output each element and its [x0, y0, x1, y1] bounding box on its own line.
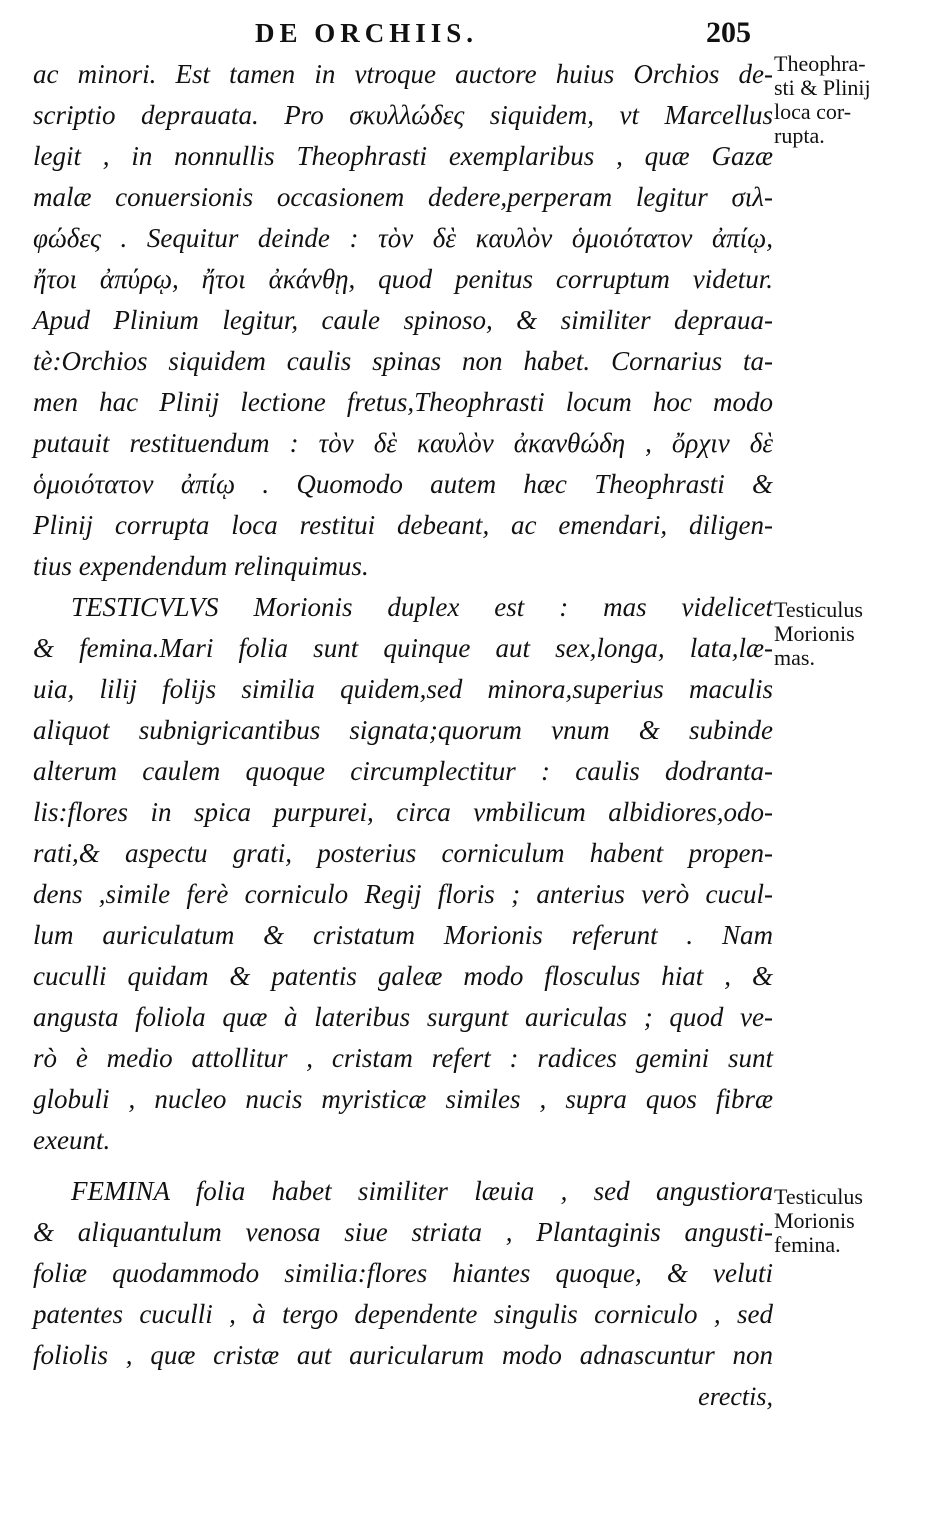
text-line: alterum caulem quoque circumplectitur : caulis dodranta- [33, 756, 773, 786]
running-title: DE ORCHIIS. [255, 18, 479, 48]
text-line: foliæ quodammodo similia:flores hiantes quoque, & veluti [33, 1258, 773, 1288]
margin-note-line: Morionis [774, 621, 855, 646]
text-line: rati,& aspectu grati, posterius corniculum habent propen- [33, 838, 773, 868]
margin-note-line: sti & Plinij [774, 75, 871, 100]
text-line: legit , in nonnullis Theophrasti exemplaribus , quæ Gazæ [33, 141, 773, 171]
text-line: tius expendendum relinquimus. [33, 551, 369, 581]
text-line: foliolis , quæ cristæ aut auricularum modo adnascuntur non [33, 1340, 773, 1370]
text-line: lum auriculatum & cristatum Morionis referunt . Nam [33, 920, 773, 950]
text-line: angusta foliola quæ à lateribus surgunt auriculas ; quod ve- [33, 1002, 773, 1032]
text-line: & femina.Mari folia sunt quinque aut sex,longa, lata,læ- [33, 633, 773, 663]
text-line: lis:flores in spica purpurei, circa vmbilicum albidiores,odo- [33, 797, 773, 827]
paragraph-testiculus-mas [33, 587, 773, 1161]
text-line: ἤτοι ἀπύρῳ, ἤτοι ἀκάνθῃ, quod penitus corruptum videtur. [33, 264, 773, 294]
margin-note-line: Theophra- [774, 51, 866, 76]
margin-note-testiculus-femina [774, 1185, 924, 1257]
text-line: globuli , nucleo nucis myristicæ similes , supra quos fibræ [33, 1084, 773, 1114]
text-line: & aliquantulum venosa siue striata , Plantaginis angusti- [33, 1217, 773, 1247]
main-text-column [33, 54, 773, 1417]
margin-note-line: femina. [774, 1232, 841, 1257]
margin-note-line: Morionis [774, 1208, 855, 1233]
paragraph-testiculus-femina [33, 1171, 773, 1417]
text-line: ac minori. Est tamen in vtroque auctore huius Orchios de- [33, 59, 773, 89]
margin-note-line: Testiculus [774, 597, 863, 622]
paragraph-gap [33, 1161, 773, 1171]
margin-note-line: Testiculus [774, 1184, 863, 1209]
text-line: FEMINA folia habet similiter læuia , sed angustiora [71, 1176, 773, 1206]
text-line: TESTICVLVS Morionis duplex est : mas videlicet [71, 592, 773, 622]
text-line: Apud Plinium legitur, caule spinoso, & similiter deprauа- [33, 305, 773, 335]
page-number: 205 [706, 16, 751, 49]
margin-note-line: rupta. [774, 123, 825, 148]
text-line: tè:Orchios siquidem caulis spinas non habet. Cornarius ta- [33, 346, 773, 376]
catchword: erectis, [698, 1382, 773, 1411]
text-line: Plinij corrupta loca restitui debeant, ac emendari, diligen- [33, 510, 773, 540]
margin-note-line: loca cor- [774, 99, 852, 124]
text-line: φώδες . Sequitur deinde : τὸν δὲ καυλὸν ὁμοιότατον ἀπίῳ, [33, 223, 773, 253]
text-line: uia, lilij folijs similia quidem,sed minora,superius maculis [33, 674, 773, 704]
text-line: malæ conuersionis occasionem dedere,perperam legitur σιλ- [33, 182, 773, 212]
text-line: putauit restituendum : τὸν δὲ καυλὸν ἀκανθώδη , ὄρχιν δὲ [33, 428, 773, 458]
text-line: cuculli quidam & patentis galeæ modo flosculus hiat , & [33, 961, 773, 991]
text-line: rò è medio attollitur , cristam refert : radices gemini sunt [33, 1043, 773, 1073]
text-line: aliquot subnigricantibus signata;quorum vnum & subinde [33, 715, 773, 745]
text-line: dens ,simile ferè corniculo Regij floris ; anterius verò cucul- [33, 879, 773, 909]
margin-note-line: mas. [774, 645, 815, 670]
margin-note-testiculus-mas [774, 598, 924, 670]
text-line: men hac Plinij lectione fretus,Theophrasti locum hoc modo [33, 387, 773, 417]
text-line: scriptio deprauata. Pro σκυλλώδες siquidem, vt Marcellus [33, 100, 773, 130]
text-line: exeunt. [33, 1125, 111, 1155]
text-line: patentes cuculli , à tergo dependente singulis corniculo , sed [33, 1299, 773, 1329]
page-header [0, 18, 930, 54]
paragraph-orchis-corruption [33, 54, 773, 587]
margin-note-theophrasti [774, 52, 924, 148]
text-line: ὁμοιότατον ἀπίῳ . Quomodo autem hæc Theophrasti & [33, 469, 773, 499]
